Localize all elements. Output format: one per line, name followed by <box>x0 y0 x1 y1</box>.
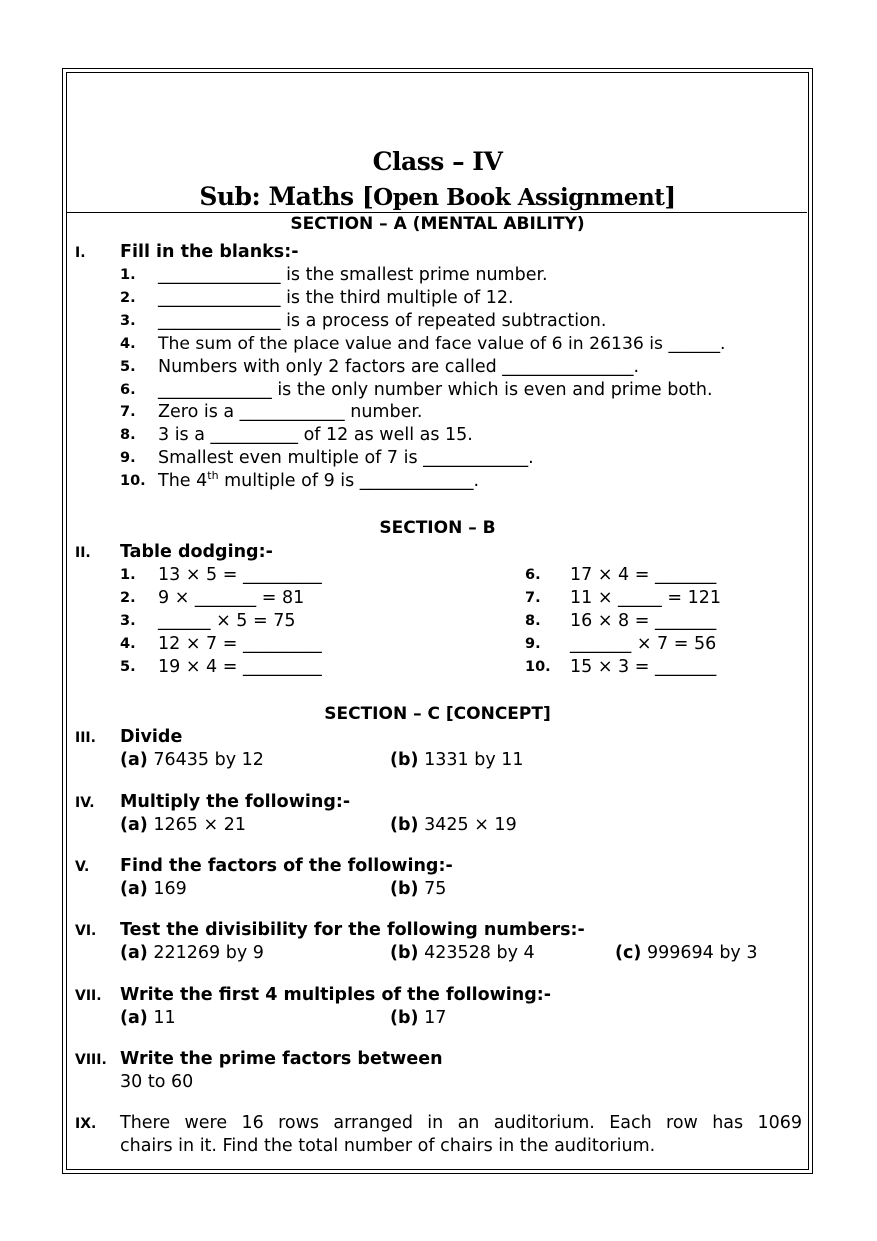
q3-part-a <box>120 749 264 771</box>
part-label: (b) <box>390 1008 419 1028</box>
q1-item-number: 6. <box>120 382 136 398</box>
q1-item-text: Zero is a ____________ number. <box>158 402 423 422</box>
q2-item-number: 4. <box>120 636 136 652</box>
q1-item-number: 3. <box>120 313 136 329</box>
subject-title <box>66 182 809 211</box>
part-label: (b) <box>390 879 419 899</box>
q1-item-text: ______________ is the smallest prime number. <box>158 265 548 285</box>
part-text: 11 <box>153 1008 176 1028</box>
part-text: 999694 by 3 <box>646 943 758 963</box>
q6-part-c <box>615 942 757 964</box>
q9-question <box>120 1112 802 1158</box>
q1-number: I. <box>75 245 86 261</box>
part-label: (c) <box>615 943 642 963</box>
q1-item-number: 10. <box>120 473 146 489</box>
q3-part-b <box>390 749 524 771</box>
subject-prefix: Sub: Maths [ <box>199 182 374 211</box>
q5-number: V. <box>75 859 90 875</box>
q1-item-number: 8. <box>120 427 136 443</box>
q1-item-number: 9. <box>120 450 136 466</box>
q2-item-text: 17 × 4 = _______ <box>570 565 717 585</box>
q1-item-number: 5. <box>120 359 136 375</box>
q2-item-number: 6. <box>525 567 541 583</box>
section-a-title: SECTION – A (MENTAL ABILITY) <box>290 214 585 234</box>
part-label: (a) <box>120 1008 148 1028</box>
part-label: (a) <box>120 815 148 835</box>
q7-part-a <box>120 1007 176 1029</box>
q2-item-number: 8. <box>525 613 541 629</box>
q6-heading: Test the divisibility for the following numbers:- <box>120 920 585 940</box>
q4-part-a <box>120 814 246 836</box>
subject-name: Open Book Assignment <box>373 184 665 211</box>
q1-item-text-before: The 4 <box>158 471 208 491</box>
q1-heading: Fill in the blanks:- <box>120 242 299 262</box>
q7-heading: Write the first 4 multiples of the following:- <box>120 985 552 1005</box>
q4-number: IV. <box>75 795 95 811</box>
q2-item-text: 9 × _______ = 81 <box>158 588 305 608</box>
q2-item-number: 2. <box>120 590 136 606</box>
q2-item-text: ______ × 5 = 75 <box>158 611 296 631</box>
q2-item-number: 3. <box>120 613 136 629</box>
q4-part-b <box>390 814 517 836</box>
q1-item-text: ______________ is the third multiple of 12. <box>158 288 514 308</box>
q2-item-text: 19 × 4 = _________ <box>158 657 322 677</box>
q2-item-text: 16 × 8 = _______ <box>570 611 717 631</box>
part-label: (b) <box>390 750 419 770</box>
part-text: 1265 × 21 <box>153 815 246 835</box>
q5-heading: Find the factors of the following:- <box>120 856 453 876</box>
q6-part-b <box>390 942 535 964</box>
part-text: 76435 by 12 <box>153 750 264 770</box>
q1-item-number: 2. <box>120 290 136 306</box>
part-text: 169 <box>153 879 187 899</box>
part-text: 1331 by 11 <box>424 750 524 770</box>
q1-item-text-after: multiple of 9 is _____________. <box>218 471 480 491</box>
q1-item-text: ______________ is a process of repeated subtraction. <box>158 311 607 331</box>
part-text: 17 <box>424 1008 447 1028</box>
q2-item-text: 12 × 7 = _________ <box>158 634 322 654</box>
q9-line-1: There were 16 rows arranged in an auditorium. Each row has 1069 <box>120 1113 802 1133</box>
q2-item-number: 9. <box>525 636 541 652</box>
q1-item-text: The sum of the place value and face value of 6 in 26136 is ______. <box>158 334 726 354</box>
q3-heading: Divide <box>120 727 183 747</box>
q5-part-a <box>120 878 187 900</box>
ordinal-suffix: th <box>207 469 219 483</box>
part-label: (a) <box>120 943 148 963</box>
q2-item-number: 7. <box>525 590 541 606</box>
q6-part-a <box>120 942 264 964</box>
q8-range: 30 to 60 <box>120 1072 194 1092</box>
q2-item-number: 10. <box>525 659 551 675</box>
q1-item-number: 1. <box>120 267 136 283</box>
q3-number: III. <box>75 730 96 746</box>
q2-item-text: 11 × _____ = 121 <box>570 588 721 608</box>
part-text: 75 <box>424 879 447 899</box>
q9-number: IX. <box>75 1116 97 1132</box>
part-label: (a) <box>120 750 148 770</box>
part-text: 423528 by 4 <box>424 943 535 963</box>
q1-item-text: Smallest even multiple of 7 is ____________. <box>158 448 534 468</box>
q2-number: II. <box>75 545 91 561</box>
header-divider <box>66 212 807 213</box>
section-b-title: SECTION – B <box>379 518 496 538</box>
part-label: (b) <box>390 943 419 963</box>
q2-item-number: 5. <box>120 659 136 675</box>
q8-number: VIII. <box>75 1052 107 1068</box>
q2-item-text: 13 × 5 = _________ <box>158 565 322 585</box>
subject-suffix: ] <box>664 182 676 211</box>
part-label: (a) <box>120 879 148 899</box>
q1-item-text: Numbers with only 2 factors are called _______________. <box>158 357 640 377</box>
q2-item-number: 1. <box>120 567 136 583</box>
q2-heading: Table dodging:- <box>120 542 273 562</box>
q6-number: VI. <box>75 923 97 939</box>
q5-part-b <box>390 878 446 900</box>
part-text: 3425 × 19 <box>424 815 517 835</box>
q1-item-number: 7. <box>120 404 136 420</box>
class-title: Class – IV <box>372 147 503 176</box>
part-text: 221269 by 9 <box>153 943 264 963</box>
q1-item-text: 3 is a __________ of 12 as well as 15. <box>158 425 473 445</box>
q7-number: VII. <box>75 988 102 1004</box>
q7-part-b <box>390 1007 446 1029</box>
q9-line-2: chairs in it. Find the total number of chairs in the auditorium. <box>120 1136 656 1156</box>
section-c-title: SECTION – C [CONCEPT] <box>324 704 551 724</box>
q1-item-number: 4. <box>120 336 136 352</box>
q1-item-text <box>158 470 479 492</box>
q2-item-text: _______ × 7 = 56 <box>570 634 717 654</box>
q2-item-text: 15 × 3 = _______ <box>570 657 717 677</box>
q1-item-text: _____________ is the only number which is even and prime both. <box>158 380 713 400</box>
q8-heading: Write the prime factors between <box>120 1049 443 1069</box>
q4-heading: Multiply the following:- <box>120 792 351 812</box>
part-label: (b) <box>390 815 419 835</box>
